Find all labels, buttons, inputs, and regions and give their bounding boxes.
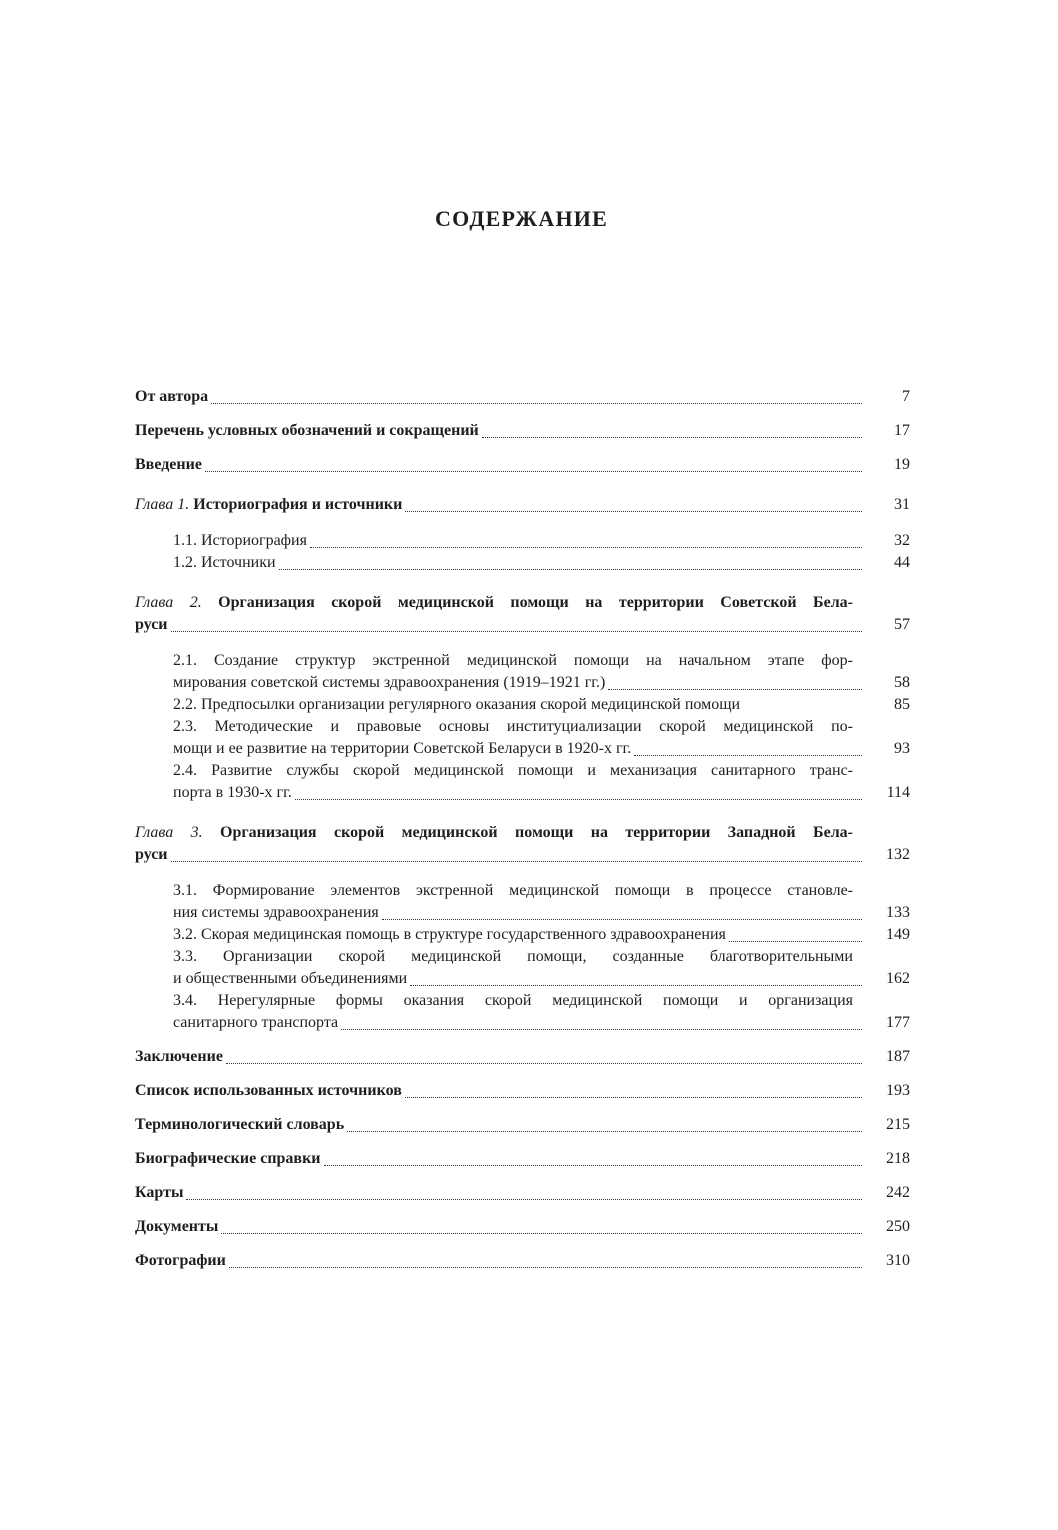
- chapter-title-line: [135, 592, 910, 614]
- dot-leader: [729, 940, 862, 942]
- toc-entry-maps[interactable]: [135, 1182, 910, 1204]
- chapter-label: Глава 2.: [135, 594, 202, 611]
- section-title-line: 2.3. Методические и правовые основы институциализации скорой медицинской по-: [173, 718, 853, 735]
- toc-entry-title: От автора: [135, 388, 209, 405]
- toc-entry-title: Документы: [135, 1218, 219, 1235]
- toc-page-number: 218: [886, 1150, 910, 1167]
- section-title-line: 3.1. Формирование элементов экстренной медицинской помощи в процессе становле-: [173, 882, 853, 899]
- section-title-continuation: [173, 1012, 910, 1034]
- toc-entry-glossary[interactable]: [135, 1114, 910, 1136]
- dot-leader: [221, 1232, 862, 1234]
- toc-entry-documents[interactable]: [135, 1216, 910, 1238]
- section-title-continuation: [173, 782, 910, 804]
- dot-leader: [608, 688, 862, 690]
- toc-entry-title: Список использованных источников: [135, 1082, 402, 1099]
- section-title: и общественными объединениями: [173, 970, 408, 987]
- toc-entry-section-3-3[interactable]: [135, 946, 910, 990]
- toc-entry-introduction[interactable]: [135, 454, 910, 476]
- section-title-line: 3.4. Нерегулярные формы оказания скорой медицинской помощи и организация: [173, 992, 853, 1009]
- toc-entry-sources[interactable]: [135, 1080, 910, 1102]
- dot-leader: [382, 918, 862, 920]
- toc-page-number: 93: [894, 740, 910, 757]
- toc-page-number: 215: [886, 1116, 910, 1133]
- toc-page-number: 44: [894, 554, 910, 571]
- section-title: 3.2. Скорая медицинская помощь в структуре государственного здравоохранения: [173, 926, 726, 943]
- toc-entry-section-2-4[interactable]: [135, 760, 910, 804]
- chapter-title-continuation: [135, 614, 910, 636]
- chapter-title-continuation: [135, 844, 910, 866]
- toc-page-number: 31: [894, 496, 910, 513]
- toc-entry-section-3-2[interactable]: [135, 924, 910, 946]
- toc-page-number: 310: [886, 1252, 910, 1269]
- toc-page-number: 250: [886, 1218, 910, 1235]
- section-title-continuation: [173, 902, 910, 924]
- toc-entry-title: Перечень условных обозначений и сокращений: [135, 422, 479, 439]
- toc-page-number: 177: [886, 1014, 910, 1031]
- dot-leader: [405, 1096, 862, 1098]
- dot-leader: [482, 436, 862, 438]
- toc-entry-biographies[interactable]: [135, 1148, 910, 1170]
- toc-entry-title: 1.1. Историография: [173, 532, 307, 549]
- toc-entry-section-2-1[interactable]: [135, 650, 910, 694]
- toc-page-number: 57: [894, 616, 910, 633]
- chapter-title: руси: [135, 846, 168, 863]
- toc-entry-title: 1.2. Источники: [173, 554, 276, 571]
- toc-page-number: 17: [894, 422, 910, 439]
- section-title-line: 3.3. Организации скорой медицинской помощи, созданные благотворительными: [173, 948, 853, 965]
- dot-leader: [341, 1028, 862, 1030]
- toc-entry-abbreviations[interactable]: [135, 420, 910, 442]
- section-title-line: 2.1. Создание структур экстренной медицинской помощи на начальном этапе фор-: [173, 652, 853, 669]
- toc-entry-section-3-4[interactable]: [135, 990, 910, 1034]
- toc-entry-title: Введение: [135, 456, 202, 473]
- toc-entry-photos[interactable]: [135, 1250, 910, 1272]
- dot-leader: [211, 402, 862, 404]
- toc-page-number: 114: [886, 784, 910, 801]
- toc-entry-section-1-2[interactable]: [135, 552, 910, 574]
- dot-leader: [405, 510, 862, 512]
- dot-leader: [226, 1062, 862, 1064]
- dot-leader: [279, 568, 862, 570]
- section-title: порта в 1930-х гг.: [173, 784, 292, 801]
- section-title: ния системы здравоохранения: [173, 904, 379, 921]
- table-of-contents: [135, 386, 910, 1272]
- toc-entry-section-2-2[interactable]: [135, 694, 910, 716]
- dot-leader: [229, 1266, 862, 1268]
- dot-leader: [324, 1164, 862, 1166]
- toc-page-number: 187: [886, 1048, 910, 1065]
- toc-entry-title: Фотографии: [135, 1252, 226, 1269]
- section-title: мирования советской системы здравоохранения (1919–1921 гг.): [173, 674, 606, 691]
- toc-entry-section-2-3[interactable]: [135, 716, 910, 760]
- section-title-continuation: [173, 672, 910, 694]
- chapter-title: руси: [135, 616, 168, 633]
- toc-page-number: 162: [886, 970, 910, 987]
- chapter-label: Глава 3.: [135, 824, 203, 841]
- toc-page-number: 85: [894, 696, 910, 713]
- dot-leader: [295, 798, 862, 800]
- chapter-title: Организация скорой медицинской помощи на территории Западной Бела-: [220, 824, 853, 841]
- toc-entry-section-3-1[interactable]: [135, 880, 910, 924]
- dot-leader: [171, 630, 862, 632]
- toc-page-number: 133: [886, 904, 910, 921]
- dot-leader: [171, 860, 862, 862]
- toc-page-number: 19: [894, 456, 910, 473]
- page-title: СОДЕРЖАНИЕ: [435, 206, 608, 231]
- toc-entry-chapter-1[interactable]: [135, 494, 910, 516]
- toc-entry-title: [135, 494, 402, 516]
- chapter-title: Историография и источники: [193, 496, 403, 513]
- dot-leader: [205, 470, 862, 472]
- section-title-continuation: [173, 968, 910, 990]
- dot-leader: [310, 546, 862, 548]
- section-title-line: 2.4. Развитие службы скорой медицинской помощи и механизация санитарного транс-: [173, 762, 853, 779]
- toc-entry-title: Терминологический словарь: [135, 1116, 345, 1133]
- section-title-continuation: [173, 738, 910, 760]
- toc-entry-chapter-3[interactable]: [135, 822, 910, 866]
- toc-entry-from-author[interactable]: [135, 386, 910, 408]
- toc-page-number: 242: [886, 1184, 910, 1201]
- dot-leader: [186, 1198, 862, 1200]
- toc-entry-section-1-1[interactable]: [135, 530, 910, 552]
- toc-entry-title: Заключение: [135, 1048, 223, 1065]
- dot-leader: [347, 1130, 862, 1132]
- toc-page-number: 32: [894, 532, 910, 549]
- chapter-title: Организация скорой медицинской помощи на территории Советской Бела-: [218, 594, 853, 611]
- section-title: мощи и ее развитие на территории Советской Беларуси в 1920-х гг.: [173, 740, 632, 757]
- toc-page-number: 58: [894, 674, 910, 691]
- dot-leader: [410, 984, 862, 986]
- chapter-label: Глава 1.: [135, 496, 190, 513]
- toc-entry-conclusion[interactable]: [135, 1046, 910, 1068]
- toc-entry-title: Карты: [135, 1184, 184, 1201]
- toc-entry-title: Биографические справки: [135, 1150, 321, 1167]
- dot-leader: [634, 754, 862, 756]
- toc-page-number: 132: [886, 846, 910, 863]
- toc-entry-chapter-2[interactable]: [135, 592, 910, 636]
- toc-page-number: 193: [886, 1082, 910, 1099]
- chapter-title-line: [135, 822, 910, 844]
- toc-page-number: 7: [902, 388, 910, 405]
- toc-page-number: 149: [886, 926, 910, 943]
- section-title: 2.2. Предпосылки организации регулярного оказания скорой медицинской помощи: [173, 696, 741, 713]
- section-title: санитарного транспорта: [173, 1014, 339, 1031]
